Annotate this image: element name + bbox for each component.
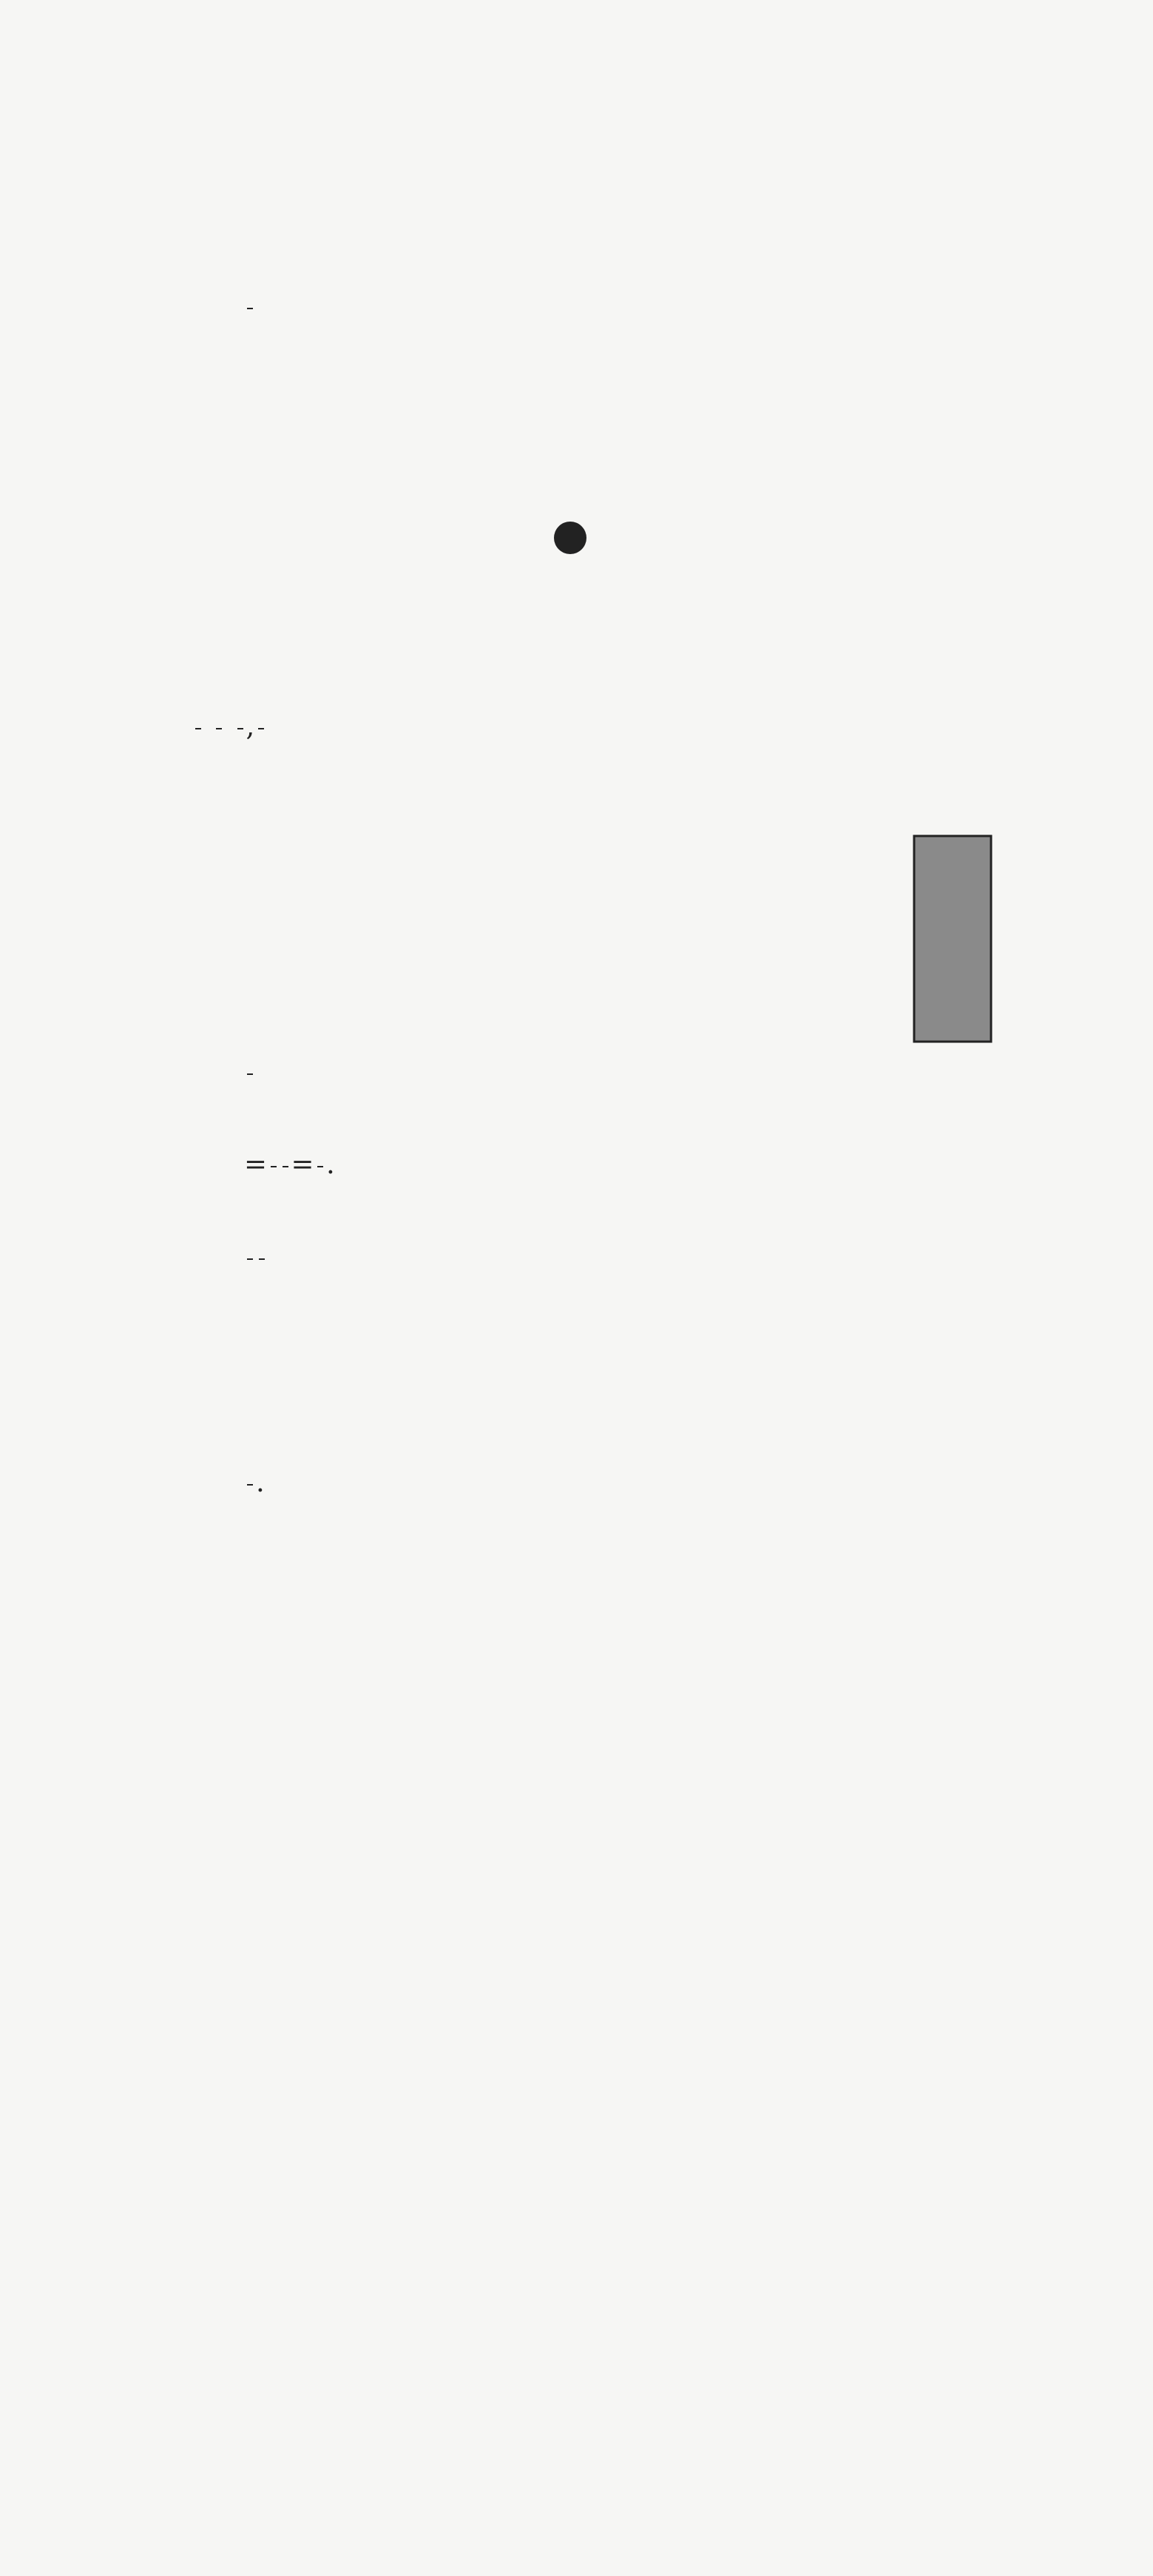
fraction-af-ac: [259, 1256, 265, 1262]
fraction-three-fifths: [271, 1164, 277, 1170]
fraction-de-ad: [247, 1071, 253, 1077]
fraction-q12: [195, 726, 201, 732]
fraction-one-third: [247, 1482, 253, 1488]
answers-10-14: ,: [192, 712, 267, 740]
fraction-q13: [216, 726, 222, 732]
fraction-cf-ac: [247, 1256, 253, 1262]
dam-body: [914, 836, 991, 1042]
fraction-q14b: [258, 726, 264, 732]
q15-line-e: [244, 1058, 256, 1085]
fraction-q14a: [237, 726, 243, 732]
q15-line-g: [244, 1243, 268, 1270]
q15-line-j: .: [244, 1469, 265, 1496]
q15-line-f: = = .: [244, 1148, 336, 1180]
section-number-badge: [554, 522, 586, 554]
fraction-ae-ad: [283, 1164, 288, 1170]
fraction-four-fifths: [317, 1164, 323, 1170]
line-cot-afg: [244, 292, 256, 320]
figure-15: [680, 803, 1065, 1143]
dam-diagram: [680, 803, 1065, 1143]
section-title: [551, 522, 586, 564]
fraction-fg-ag: [247, 306, 253, 311]
